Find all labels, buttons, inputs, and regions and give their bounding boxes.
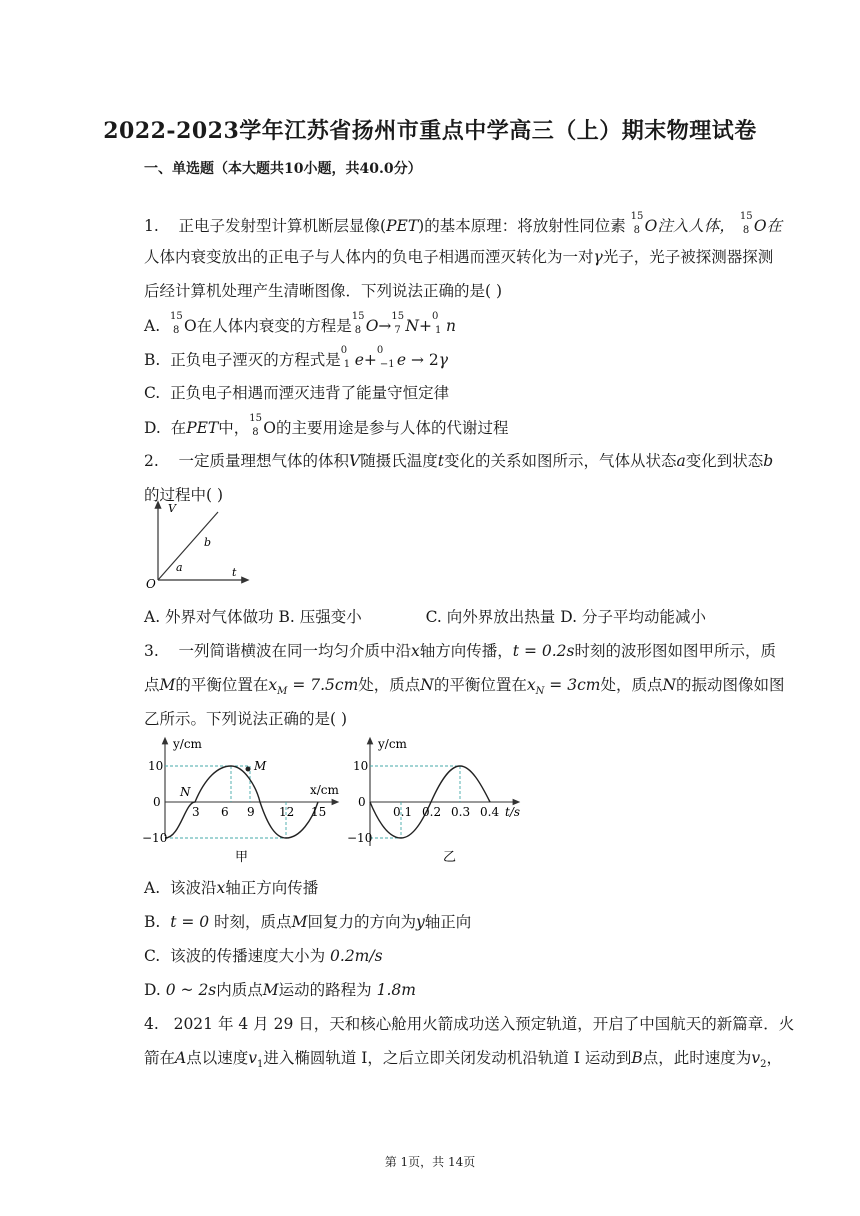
page-footer: 第 1页，共 14页 <box>384 1155 476 1169</box>
origin-label: O <box>146 577 156 591</box>
svg-text:0.1: 0.1 <box>393 805 413 819</box>
q4-line-2: 箭在A点以速度$v_1$进入椭圆轨道 I，之后立即关闭发动机沿轨道 I 运动到B点，此时速度为$v_2$， <box>144 1049 782 1071</box>
svg-text:y/cm: y/cm <box>173 737 202 751</box>
q2-vt-graph <box>140 500 250 592</box>
q1-option-b[interactable]: B. 正负电子湮灭的方程式是 0 1 e+ 0 −1 e → 2γ <box>144 345 449 370</box>
v-axis-label: V <box>168 502 176 515</box>
svg-text:y/cm: y/cm <box>378 737 407 751</box>
point-a-label: a <box>176 561 183 574</box>
point-b-label: b <box>204 536 212 549</box>
q4-line-1: 4. 2021 年 4 月 29 日，天和核心舱用火箭成功送入预定轨道，开启了中国航天的新篇章．火 <box>144 1015 795 1033</box>
q1-option-c[interactable]: C. 正负电子相遇而湮灭违背了能量守恒定律 <box>144 384 450 402</box>
q2-line-2: 的过程中( ) <box>144 486 224 504</box>
q3-option-d[interactable]: D. 0 ~ 2s内质点M运动的路程为 1.8m <box>144 981 416 999</box>
q3-line-2: 点M的平衡位置在$x_M = 7.5cm$处，质点N的平衡位置在$x_N = 3cm$处，质点N的振动图像如图 <box>144 676 785 698</box>
svg-text:乙: 乙 <box>443 850 457 865</box>
q1-option-a[interactable]: A. 15 8 O在人体内衰变的方程是 15 8 O→ 15 7 N+ 0 1 n <box>144 311 456 336</box>
svg-text:0: 0 <box>153 795 161 809</box>
svg-text:3: 3 <box>192 805 200 819</box>
q2-options <box>144 607 706 627</box>
svg-text:9: 9 <box>247 805 255 819</box>
q2-option-b[interactable]: B. 压强变小 <box>278 608 362 626</box>
point-m <box>246 767 251 772</box>
svg-text:10: 10 <box>353 759 369 773</box>
svg-text:N: N <box>180 785 191 799</box>
svg-text:−10: −10 <box>347 831 373 845</box>
svg-text:M: M <box>254 759 267 773</box>
svg-text:6: 6 <box>221 805 229 819</box>
svg-text:−10: −10 <box>142 831 168 845</box>
svg-text:甲: 甲 <box>235 850 249 865</box>
isotope-o15: 15 8 <box>739 211 753 236</box>
svg-text:0.3: 0.3 <box>451 805 471 819</box>
q1-option-d[interactable]: D. 在PET中， 15 8 O的主要用途是参与人体的代谢过程 <box>144 413 509 438</box>
q3-line-1: 3. 一列简谐横波在同一均匀介质中沿x轴方向传播，t = 0.2s时刻的波形图如图甲所示，质 <box>144 642 776 660</box>
svg-text:0.2: 0.2 <box>422 805 442 819</box>
svg-text:0.4: 0.4 <box>480 805 500 819</box>
svg-text:0: 0 <box>358 795 366 809</box>
section-heading: 一、单选题（本大题共10小题，共40.0分） <box>144 161 422 177</box>
q3-line-3: 乙所示。下列说法正确的是( ) <box>144 710 348 728</box>
q2-option-c[interactable]: C. 向外界放出热量 <box>425 608 556 626</box>
q3-option-a[interactable]: A. 该波沿x轴正方向传播 <box>144 879 319 897</box>
svg-text:10: 10 <box>148 759 164 773</box>
t-axis-label: t <box>232 566 237 579</box>
svg-text:15: 15 <box>311 805 327 819</box>
q2-option-a[interactable]: A. 外界对气体做功 <box>144 608 274 626</box>
page-title: 2022-2023学年江苏省扬州市重点中学高三（上）期末物理试卷 <box>103 118 757 144</box>
q2-option-d[interactable]: D. 分子平均动能减小 <box>560 608 706 626</box>
svg-text:t/s: t/s <box>505 805 521 819</box>
q2-line-1: 2. 一定质量理想气体的体积V随摄氏温度t变化的关系如图所示，气体从状态a变化到状态b <box>144 452 774 470</box>
q1-line-1: 1. 正电子发射型计算机断层显像(PET)的基本原理：将放射性同位素 15 8 O注入人体， 15 8 O在 <box>144 211 783 236</box>
q1-line-2: 人体内衰变放出的正电子与人体内的负电子相遇而湮灭转化为一对γ光子，光子被探测器探测 <box>144 248 774 266</box>
svg-text:x/cm: x/cm <box>310 783 339 797</box>
svg-text:12: 12 <box>279 805 295 819</box>
q3-vibration-graph <box>345 736 525 868</box>
q3-option-c[interactable]: C. 该波的传播速度大小为 0.2m/s <box>144 947 383 965</box>
q3-option-b[interactable]: B. t = 0 时刻，质点M回复力的方向为y轴正向 <box>144 913 472 931</box>
q3-wave-graph <box>140 736 340 868</box>
isotope-o15: 15 8 <box>630 211 644 236</box>
q1-line-3: 后经计算机处理产生清晰图像．下列说法正确的是( ) <box>144 282 503 300</box>
